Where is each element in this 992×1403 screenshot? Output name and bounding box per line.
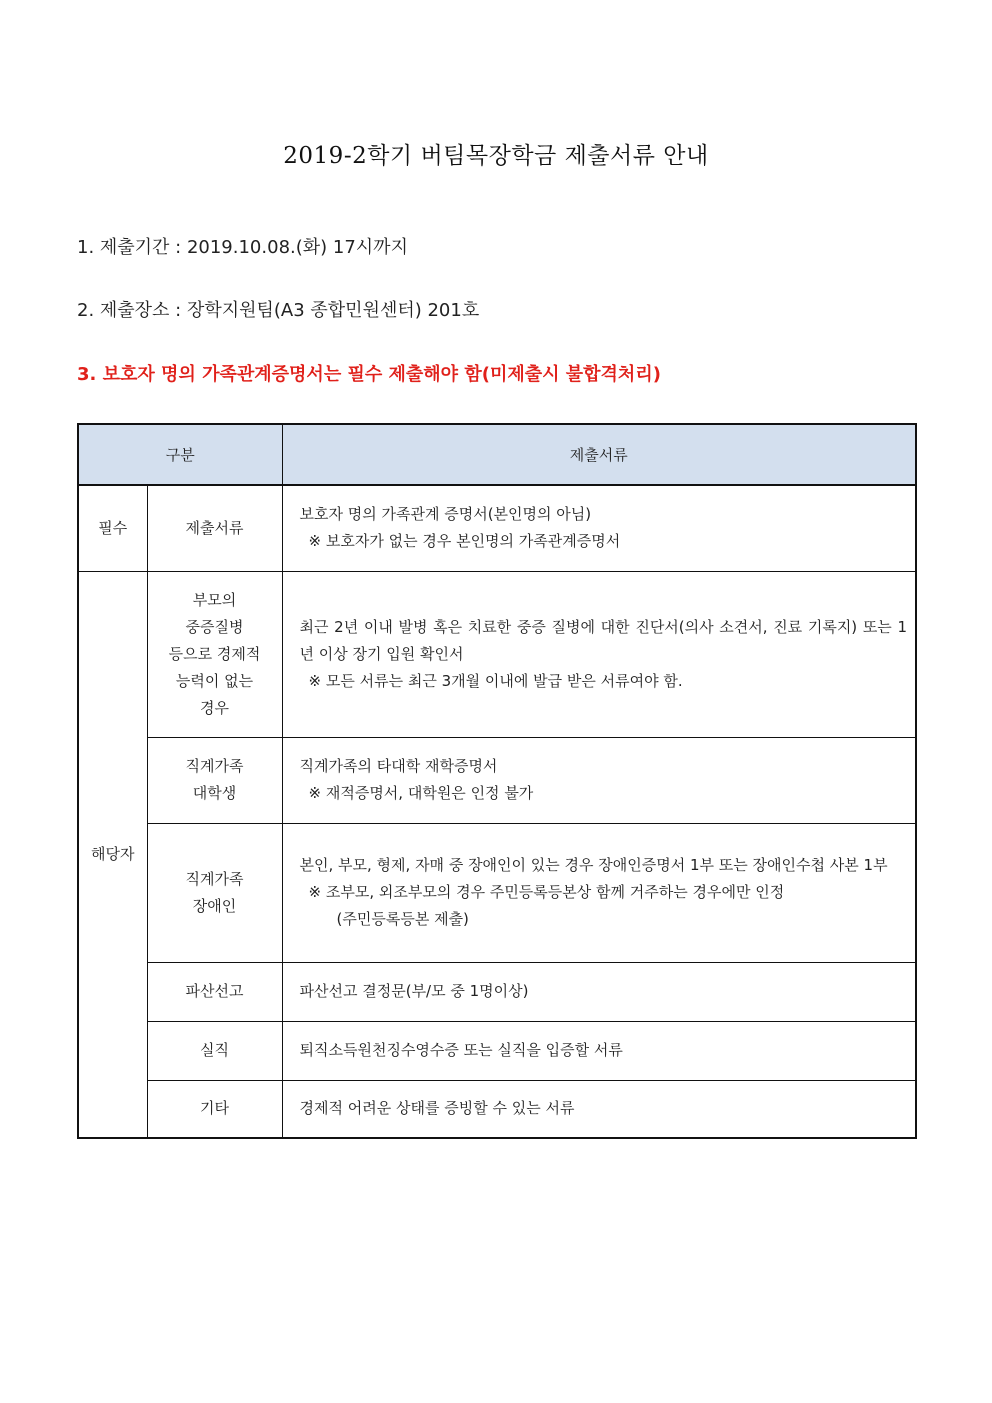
documents-cell: 퇴직소득원천징수영수증 또는 실직을 입증할 서류 bbox=[282, 1021, 916, 1080]
documents-text: 본인, 부모, 형제, 자매 중 장애인이 있는 경우 장애인증명서 1부 또는 장애인수첩 사본 1부 bbox=[299, 856, 888, 874]
table-row bbox=[78, 1021, 916, 1080]
documents-cell bbox=[282, 571, 916, 737]
documents-cell bbox=[282, 823, 916, 962]
document-title: 2019-2학기 버팀목장학금 제출서류 안내 bbox=[283, 143, 709, 169]
documents-text: 보호자 명의 가족관계 증명서(본인명의 아님) bbox=[299, 505, 592, 524]
table-header-row bbox=[78, 424, 916, 485]
category-cell: 직계가족 대학생 bbox=[147, 737, 282, 823]
documents-cell: 경제적 어려운 상태를 증빙할 수 있는 서류 bbox=[282, 1080, 916, 1138]
category-cell: 제출서류 bbox=[147, 485, 282, 571]
documents-text: 직계가족의 타대학 재학증명서 bbox=[299, 757, 498, 775]
group-required: 필수 bbox=[78, 485, 147, 571]
documents-note: ※ 보호자가 없는 경우 본인명의 가족관계증명서 bbox=[308, 532, 621, 551]
header-documents: 제출서류 bbox=[282, 424, 916, 485]
documents-cell bbox=[282, 737, 916, 823]
documents-note: ※ 모든 서류는 최근 3개월 이내에 발급 받은 서류여야 함. bbox=[308, 671, 683, 690]
documents-table bbox=[77, 423, 917, 1139]
submission-place: 2. 제출장소 : 장학지원팀(A3 종합민원센터) 201호 bbox=[77, 300, 480, 321]
category-cell: 직계가족 장애인 bbox=[147, 823, 282, 962]
required-notice: 3. 보호자 명의 가족관계증명서는 필수 제출해야 함(미제출시 불합격처리) bbox=[77, 364, 661, 385]
table-row bbox=[78, 571, 916, 737]
category-cell: 파산선고 bbox=[147, 962, 282, 1021]
category-cell: 실직 bbox=[147, 1021, 282, 1080]
documents-note: ※ 재적증명서, 대학원은 인정 불가 bbox=[308, 784, 534, 802]
documents-cell bbox=[282, 485, 916, 571]
submission-period: 1. 제출기간 : 2019.10.08.(화) 17시까지 bbox=[77, 237, 408, 258]
header-category: 구분 bbox=[78, 424, 282, 485]
documents-cell: 파산선고 결정문(부/모 중 1명이상) bbox=[282, 962, 916, 1021]
table-row bbox=[78, 1080, 916, 1138]
category-cell: 기타 bbox=[147, 1080, 282, 1138]
documents-text: 최근 2년 이내 발병 혹은 치료한 중증 질병에 대한 진단서(의사 소견서, 진료 기록지) 또는 1년 이상 장기 입원 확인서 bbox=[299, 617, 908, 663]
table-row bbox=[78, 485, 916, 571]
table-row bbox=[78, 823, 916, 962]
table-row bbox=[78, 962, 916, 1021]
group-applicable: 해당자 bbox=[78, 571, 147, 1138]
table-row bbox=[78, 737, 916, 823]
documents-note: ※ 조부모, 외조부모의 경우 주민등록등본상 함께 거주하는 경우에만 인정 bbox=[308, 883, 785, 901]
documents-note-continued: (주민등록등본 제출) bbox=[336, 910, 469, 928]
category-cell: 부모의 중증질병 등으로 경제적 능력이 없는 경우 bbox=[147, 571, 282, 737]
